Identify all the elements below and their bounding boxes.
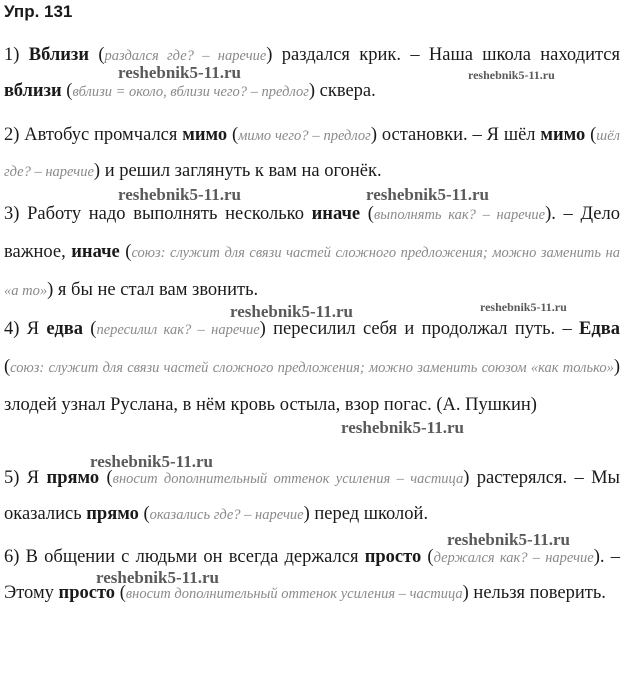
watermark: reshebnik5-11.ru [480,300,567,314]
grammar-note: пересилил как? – наречие [96,322,260,338]
watermark: reshebnik5-11.ru [468,68,555,82]
grammar-note: выполнять как? – наречие [373,207,546,223]
grammar-note: союз: служит для связи частей сложного предложения; можно заменить союзом «как только» [10,360,614,376]
grammar-note: союз: служит для связи частей сложного предложения; можно заменить на «а то» [4,245,620,299]
paragraph-5: 5) Я прямо (вносит дополнительный оттенок усиления – частица) растерялся. – Мы оказались прямо (оказались где? – наречие) перед школой. [4,468,620,524]
keyword: иначе [71,242,120,262]
watermark: reshebnik5-11.ru [96,568,219,587]
exercise-title: Упр. 131 [4,2,73,21]
grammar-note: вносит дополнительный оттенок усиления – частица [125,586,463,602]
watermark: reshebnik5-11.ru [341,418,464,437]
grammar-note: раздался где? – наречие [104,48,267,64]
keyword: едва [46,319,83,339]
watermark: reshebnik5-11.ru [118,185,241,204]
keyword: прямо [86,504,139,524]
keyword: вблизи [4,81,62,101]
keyword: прямо [46,468,100,488]
keyword: Вблизи [28,45,89,65]
paragraph-3: 3) Работу надо выполнять несколько иначе (выполнять как? – наречие). – Дело важное, иначе (союз: служит для связи частей сложного предложения; можно заменить на «а то») я бы не стал вам звонить. [4,204,620,300]
watermark: reshebnik5-11.ru [366,185,489,204]
grammar-note: мимо чего? – предлог [238,128,371,144]
keyword: иначе [311,204,361,224]
paragraph-6: 6) В общении с людьми он всегда держался просто (держался как? – наречие). – Этому просто (вносит дополнительный оттенок усиления – частица) нельзя поверить. [4,547,620,603]
grammar-note: вблизи = около, вблизи чего? – предлог [72,84,309,100]
grammar-note: шёл где? – наречие [4,128,620,180]
paragraph-1: 1) Вблизи (раздался где? – наречие) раздался крик. – Наша школа находится вблизи (вблизи = около, вблизи чего? – предлог) сквера. [4,45,620,101]
grammar-note: вносит дополнительный оттенок усиления – частица [112,471,464,487]
grammar-note: оказались где? – наречие [149,507,304,523]
grammar-note: держался как? – наречие [433,550,594,566]
watermark: reshebnik5-11.ru [447,530,570,549]
paragraph-4: 4) Я едва (пересилил как? – наречие) пересилил себя и продолжал путь. – Едва (союз: служит для связи частей сложного предложения; можно заменить союзом «как только») злодей узнал Руслана, в нём кровь остыла, взор погас. (А. Пушкин) [4,319,620,415]
watermark: reshebnik5-11.ru [230,302,353,321]
paragraph-2: 2) Автобус промчался мимо (мимо чего? – предлог) остановки. – Я шёл мимо (шёл где? – наречие) и решил заглянуть к вам на огонёк. [4,125,620,181]
keyword: мимо [182,125,228,145]
watermark: reshebnik5-11.ru [118,63,241,82]
watermark: reshebnik5-11.ru [90,452,213,471]
keyword: просто [58,583,116,603]
keyword: просто [364,547,422,567]
keyword: мимо [540,125,586,145]
keyword: Едва [579,319,620,339]
